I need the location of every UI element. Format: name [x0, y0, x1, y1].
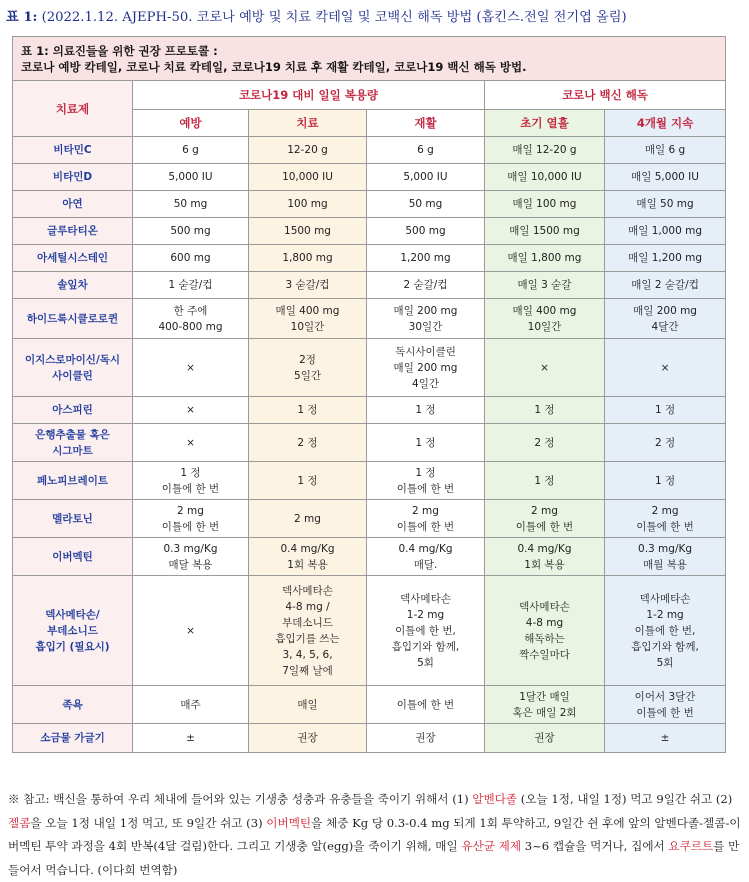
dose-cell-initial-ten-days: 매일 3 숟갈 — [485, 272, 605, 299]
dose-cell-initial-ten-days: 1 정 — [485, 397, 605, 424]
footnote — [8, 788, 746, 882]
subheader-initial-ten-days: 초기 열흘 — [485, 110, 605, 137]
dose-cell-initial-ten-days: 1 정 — [485, 462, 605, 500]
dose-cell-four-months: × — [605, 339, 726, 397]
table-row — [13, 164, 726, 191]
dose-cell-initial-ten-days: 매일 12-20 g — [485, 137, 605, 164]
note-part-6: 를 만들어서 먹습니다. (이다희 번역함) — [8, 839, 740, 877]
table-row — [13, 686, 726, 724]
table-row — [13, 137, 726, 164]
note-part-3: 을 오늘 1정 내일 1정 먹고, 또 9일간 쉬고 (3) — [30, 815, 267, 830]
dose-cell-initial-ten-days: 권장 — [485, 724, 605, 753]
dose-cell-four-months: 매일 1,200 mg — [605, 245, 726, 272]
dose-cell-initial-ten-days: 매일 400 mg 10일간 — [485, 299, 605, 339]
note-part-1: ※ 참고: 백신을 통하여 우리 체내에 들어와 있는 기생충 성충과 유충들을 죽이기 위해서 (1) — [8, 792, 473, 806]
dose-cell-prevention: 매주 — [133, 686, 249, 724]
subheader-four-months: 4개월 지속 — [605, 110, 726, 137]
dose-cell-initial-ten-days: 매일 10,000 IU — [485, 164, 605, 191]
dose-cell-prevention: 1 숟갈/컵 — [133, 272, 249, 299]
dose-cell-four-months: 매일 50 mg — [605, 191, 726, 218]
note-part-2: (오늘 1정, 내일 1정) 먹고 9일간 쉬고 (2) — [517, 792, 733, 806]
drug-name: 페노피브레이트 — [13, 462, 133, 500]
dose-cell-initial-ten-days: 매일 1,800 mg — [485, 245, 605, 272]
dose-cell-treatment: 2 정 — [249, 424, 367, 462]
dose-cell-rehab: 0.4 mg/Kg 매달. — [367, 538, 485, 576]
dose-cell-rehab: 1 정 — [367, 397, 485, 424]
note-ivermectin: 이버멕틴 — [266, 815, 312, 830]
dose-cell-four-months: ± — [605, 724, 726, 753]
dose-cell-treatment: 100 mg — [249, 191, 367, 218]
header-vaccine-detox: 코로나 백신 해독 — [485, 81, 726, 110]
drug-name: 은행추출물 혹은 시그마트 — [13, 424, 133, 462]
dose-cell-treatment: 0.4 mg/Kg 1회 복용 — [249, 538, 367, 576]
dose-cell-treatment: 12-20 g — [249, 137, 367, 164]
dose-cell-treatment: 3 숟갈/컵 — [249, 272, 367, 299]
dose-cell-prevention: × — [133, 339, 249, 397]
dose-cell-rehab: 50 mg — [367, 191, 485, 218]
dose-cell-prevention: 0.3 mg/Kg 매달 복용 — [133, 538, 249, 576]
dose-cell-treatment: 2 mg — [249, 500, 367, 538]
dose-cell-treatment: 1 정 — [249, 462, 367, 500]
dose-cell-prevention: × — [133, 397, 249, 424]
table-row — [13, 191, 726, 218]
table-row — [13, 299, 726, 339]
caption-label: 표 1: — [6, 10, 38, 25]
dose-cell-four-months: 덱사메타손 1-2 mg 이틀에 한 번, 흡입기와 함께, 5회 — [605, 576, 726, 686]
table-row — [13, 576, 726, 686]
subheader-treatment: 치료 — [249, 110, 367, 137]
dose-cell-prevention: 500 mg — [133, 218, 249, 245]
dose-cell-initial-ten-days: 1달간 매일 혹은 매일 2회 — [485, 686, 605, 724]
dose-cell-four-months: 매일 5,000 IU — [605, 164, 726, 191]
dose-cell-initial-ten-days: 0.4 mg/Kg 1회 복용 — [485, 538, 605, 576]
dose-cell-treatment: 1,800 mg — [249, 245, 367, 272]
caption-text: (2022.1.12. AJEPH-50. 코로나 예방 및 치료 칵테일 및 코백신 해독 방법 (홉킨스.전일 전기엽 올림) — [41, 10, 627, 25]
note-probiotic: 유산균 제제 — [461, 839, 522, 853]
dose-cell-prevention: 50 mg — [133, 191, 249, 218]
dose-cell-four-months: 이어서 3달간 이틀에 한 번 — [605, 686, 726, 724]
table-title — [13, 37, 726, 81]
dose-cell-rehab: 매일 200 mg 30일간 — [367, 299, 485, 339]
drug-name: 하이드록시클로로퀸 — [13, 299, 133, 339]
drug-name: 덱사메타손/ 부데소니드 흡입기 (필요시) — [13, 576, 133, 686]
protocol-table-wrapper — [12, 36, 725, 753]
subheader-rehab: 재활 — [367, 110, 485, 137]
subheader-prevention: 예방 — [133, 110, 249, 137]
dose-cell-treatment: 10,000 IU — [249, 164, 367, 191]
drug-name: 솔잎차 — [13, 272, 133, 299]
header-daily-dose: 코로나19 대비 일일 복용량 — [133, 81, 485, 110]
table-row — [13, 272, 726, 299]
dose-cell-prevention: × — [133, 576, 249, 686]
table-row — [13, 538, 726, 576]
table-row — [13, 424, 726, 462]
note-jelcom: 젤콤 — [8, 815, 31, 830]
dose-cell-prevention: × — [133, 424, 249, 462]
dose-cell-four-months: 매일 1,000 mg — [605, 218, 726, 245]
dose-cell-prevention: 한 주에 400-800 mg — [133, 299, 249, 339]
dose-cell-prevention: ± — [133, 724, 249, 753]
table-title-line1: 표 1: 의료진들을 위한 권장 프로토콜 : — [21, 43, 218, 58]
dose-cell-rehab: 500 mg — [367, 218, 485, 245]
table-row — [13, 724, 726, 753]
dose-cell-initial-ten-days: 매일 100 mg — [485, 191, 605, 218]
table-title-line2: 코로나 예방 칵테일, 코로나 치료 칵테일, 코로나19 치료 후 재활 칵테일, 코로나19 백신 해독 방법. — [21, 59, 527, 74]
dose-cell-initial-ten-days: × — [485, 339, 605, 397]
drug-name: 이지스로마이신/독시 사이클린 — [13, 339, 133, 397]
note-albendazole: 알벤다졸 — [472, 792, 518, 806]
dose-cell-initial-ten-days: 2 mg 이틀에 한 번 — [485, 500, 605, 538]
drug-name: 족욕 — [13, 686, 133, 724]
dose-cell-treatment: 매일 — [249, 686, 367, 724]
dose-cell-prevention: 2 mg 이틀에 한 번 — [133, 500, 249, 538]
note-part-5: 3~6 캡슐을 먹거나, 집에서 — [521, 839, 669, 853]
dose-cell-treatment: 권장 — [249, 724, 367, 753]
table-row — [13, 500, 726, 538]
dose-cell-treatment: 매일 400 mg 10일간 — [249, 299, 367, 339]
dose-cell-rehab: 덱사메타손 1-2 mg 이틀에 한 번, 흡입기와 함께, 5회 — [367, 576, 485, 686]
dose-cell-rehab: 1 정 이틀에 한 번 — [367, 462, 485, 500]
dose-cell-treatment: 덱사메타손 4-8 mg / 부데소니드 흡입기를 쓰는 3, 4, 5, 6, 7일째 날에 — [249, 576, 367, 686]
dose-cell-rehab: 5,000 IU — [367, 164, 485, 191]
drug-name: 아세틸시스테인 — [13, 245, 133, 272]
figure-caption — [6, 6, 746, 25]
dose-cell-rehab: 권장 — [367, 724, 485, 753]
dose-cell-four-months: 0.3 mg/Kg 매월 복용 — [605, 538, 726, 576]
drug-name: 이버멕틴 — [13, 538, 133, 576]
table-row — [13, 218, 726, 245]
dose-cell-rehab: 이틀에 한 번 — [367, 686, 485, 724]
dose-cell-rehab: 2 숟갈/컵 — [367, 272, 485, 299]
drug-name: 글루타티온 — [13, 218, 133, 245]
dose-cell-initial-ten-days: 2 정 — [485, 424, 605, 462]
drug-name: 아스피린 — [13, 397, 133, 424]
dose-cell-initial-ten-days: 덱사메타손 4-8 mg 해독하는 짝수일마다 — [485, 576, 605, 686]
dose-cell-treatment: 1 정 — [249, 397, 367, 424]
dose-cell-rehab: 독시사이클린 매일 200 mg 4일간 — [367, 339, 485, 397]
dose-cell-treatment: 1500 mg — [249, 218, 367, 245]
table-row — [13, 397, 726, 424]
dose-cell-rehab: 1 정 — [367, 424, 485, 462]
table-row — [13, 245, 726, 272]
dose-cell-rehab: 1,200 mg — [367, 245, 485, 272]
drug-name: 비타민D — [13, 164, 133, 191]
dose-cell-treatment: 2정 5일간 — [249, 339, 367, 397]
dose-cell-rehab: 2 mg 이틀에 한 번 — [367, 500, 485, 538]
dose-cell-prevention: 1 정 이틀에 한 번 — [133, 462, 249, 500]
table-row — [13, 462, 726, 500]
dose-cell-four-months: 2 mg 이틀에 한 번 — [605, 500, 726, 538]
dose-cell-four-months: 매일 2 숟갈/컵 — [605, 272, 726, 299]
header-drug: 치료제 — [13, 81, 133, 137]
table-row — [13, 339, 726, 397]
dose-cell-four-months: 1 정 — [605, 462, 726, 500]
dose-cell-four-months: 2 정 — [605, 424, 726, 462]
dose-cell-four-months: 매일 6 g — [605, 137, 726, 164]
drug-name: 소금물 가글기 — [13, 724, 133, 753]
note-part-4: 을 체중 Kg 당 0.3-0.4 mg 되게 1회 투약하고, 9일간 쉰 후에 앞의 알벤다졸-젤콤-이버멕틴 투약 과정을 4회 반복(4달 걸림)한다. 그리고 기생충 알(egg)을 죽이기 위해, 매일 — [8, 815, 741, 853]
dose-cell-prevention: 5,000 IU — [133, 164, 249, 191]
drug-name: 비타민C — [13, 137, 133, 164]
drug-name: 멜라토닌 — [13, 500, 133, 538]
dose-cell-four-months: 1 정 — [605, 397, 726, 424]
dose-cell-prevention: 600 mg — [133, 245, 249, 272]
protocol-table — [12, 36, 726, 753]
note-yogurt: 요쿠르트 — [668, 839, 714, 853]
dose-cell-four-months: 매일 200 mg 4달간 — [605, 299, 726, 339]
dose-cell-prevention: 6 g — [133, 137, 249, 164]
drug-name: 아연 — [13, 191, 133, 218]
dose-cell-rehab: 6 g — [367, 137, 485, 164]
dose-cell-initial-ten-days: 매일 1500 mg — [485, 218, 605, 245]
